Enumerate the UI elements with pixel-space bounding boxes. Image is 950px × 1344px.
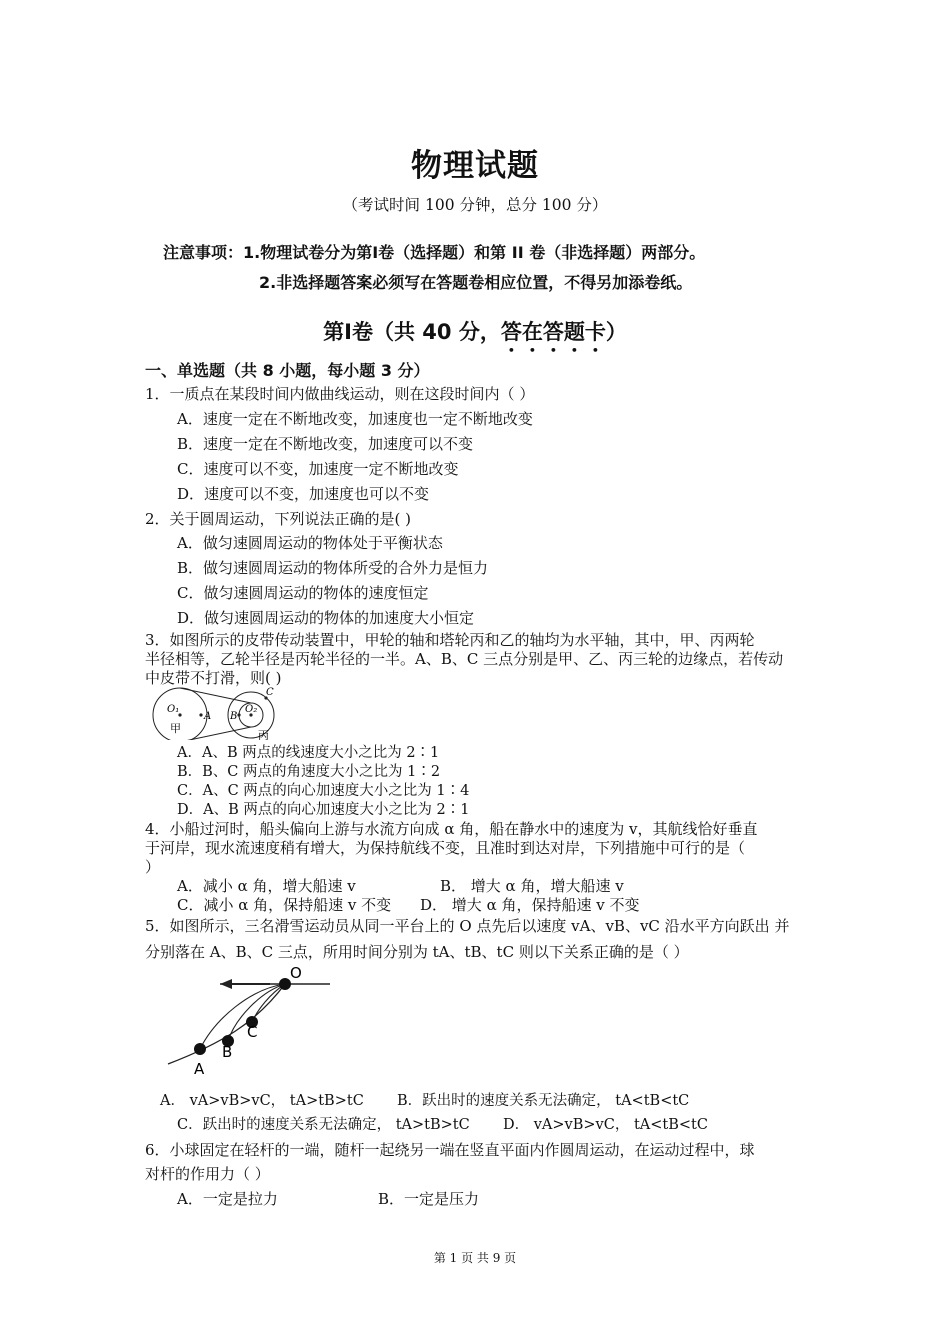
q4-option-b: B． 增大 α 角，增大船速 v [440,877,624,895]
q5-stem-line-1: 5．如图所示，三名滑雪运动员从同一平台上的 O 点先后以速度 vA、vB、vC 沿水平方向跃出 并 [145,917,790,935]
q4-option-d: D． 增大 α 角，保持船速 v 不变 [420,896,640,914]
part-1-heading-close: ） [605,320,627,344]
page-number-footer: 第 1 页 共 9 页 [433,1251,517,1265]
q4-stem-line-2: 于河岸，现水流速度稍有增大，为保持航线不变，且准时到达对岸，下列措施中可行的是（ [145,839,746,857]
q5-option-a: A． vA>vB>vC， tA>tB>tC [160,1093,364,1109]
q3-stem-line-2: 半径相等，乙轮半径是丙轮半径的一半。A、B、C 三点分别是甲、乙、丙三轮的边缘点，若传动 [145,650,784,668]
q6-option-a: A．一定是拉力 [177,1190,278,1208]
page-title: 物理试题 [411,148,539,184]
q4-option-c: C．减小 α 角，保持船速 v 不变 [177,896,392,914]
q4-stem-line-1: 4．小船过河时，船头偏向上游与水流方向成 α 角，船在静水中的速度为 v，其航线恰好垂直 [145,820,758,838]
belt-top [180,688,251,703]
q1-option-b: B．速度一定在不断地改变，加速度可以不变 [177,435,474,453]
belt-drive-figure [148,686,288,740]
belt-bottom [180,727,251,740]
q2-option-d: D．做匀速圆周运动的物体的加速度大小恒定 [177,609,475,627]
landing-a [194,1043,206,1055]
q1-option-a: A．速度一定在不断地改变，加速度也一定不断地改变 [177,410,533,428]
q3-option-a: A．A、B 两点的线速度大小之比为 2∶1 [177,745,440,761]
q5-stem-line-2: 分别落在 A、B、C 三点，所用时间分别为 tA、tB、tC 则以下关系正确的是（ ） [145,943,689,961]
arrow-left-icon [220,979,232,989]
q1-option-d: D．速度可以不变，加速度也可以不变 [177,485,430,503]
label-a: A [204,711,212,722]
part-1-emphasis: 答在答题卡 [500,320,606,344]
q2-option-c: C．做匀速圆周运动的物体的速度恒定 [177,584,429,602]
ski-jump-figure [160,964,340,1080]
label-bing: 丙 [258,729,269,740]
q3-option-c: C．A、C 两点的向心加速度大小之比为 1∶4 [177,783,470,799]
label-a: A [194,1060,205,1078]
part-1-heading [0,316,950,357]
q6-option-b: B．一定是压力 [378,1190,480,1208]
q4-stem-line-3: ） [145,858,161,876]
label-jia: 甲 [170,722,181,735]
q3-option-b: B．B、C 两点的角速度大小之比为 1∶2 [177,764,441,780]
label-b: B [222,1043,233,1061]
label-c: C [266,687,274,698]
label-o: O [290,964,302,982]
point-b [237,713,240,716]
label-o1: O₁ [167,704,180,715]
q2-option-b: B．做匀速圆周运动的物体所受的合外力是恒力 [177,559,489,577]
notice-line-2: 2.非选择题答案必须写在答题卷相应位置，不得另加添卷纸。 [259,273,693,292]
q6-stem-line-1: 6．小球固定在轻杆的一端，随杆一起绕另一端在竖直平面内作圆周运动，在运动过程中，球 [145,1141,755,1159]
q3-option-d: D．A、B 两点的向心加速度大小之比为 2∶1 [177,802,470,818]
exam-duration-note: （考试时间 100 分钟，总分 100 分） [342,196,608,214]
q1-stem: 1．一质点在某段时间内做曲线运动，则在这段时间内（ ） [145,385,535,403]
point-a [199,713,202,716]
section-heading: 一、单选题（共 8 小题，每小题 3 分） [145,361,430,380]
q6-stem-line-2: 对杆的作用力（ ） [145,1165,270,1183]
q5-option-b: B．跃出时的速度关系无法确定， tA<tB<tC [397,1093,690,1109]
notice-line-1: 注意事项：1.物理试卷分为第Ⅰ卷（选择题）和第 II 卷（非选择题）两部分。 [163,243,706,262]
q4-option-a: A．减小 α 角，增大船速 v [177,877,356,895]
q2-option-a: A．做匀速圆周运动的物体处于平衡状态 [177,534,443,552]
label-o2: O₂ [245,704,258,715]
q2-stem: 2．关于圆周运动，下列说法正确的是( ) [145,510,412,528]
part-1-heading-text: 第Ⅰ卷（共 40 分， [323,320,501,344]
q5-option-d: D． vA>vB>vC， tA<tB<tC [503,1117,708,1133]
label-c: C [247,1023,258,1041]
q1-option-c: C．速度可以不变，加速度一定不断地改变 [177,460,459,478]
q3-stem-line-3: 中皮带不打滑，则( ) [145,669,282,687]
q5-option-c: C．跃出时的速度关系无法确定， tA>tB>tC [177,1117,470,1133]
label-b: B [230,711,238,722]
q3-stem-line-1: 3．如图所示的皮带传动装置中，甲轮的轴和塔轮丙和乙的轴均为水平轴，其中，甲、丙两轮 [145,631,755,649]
